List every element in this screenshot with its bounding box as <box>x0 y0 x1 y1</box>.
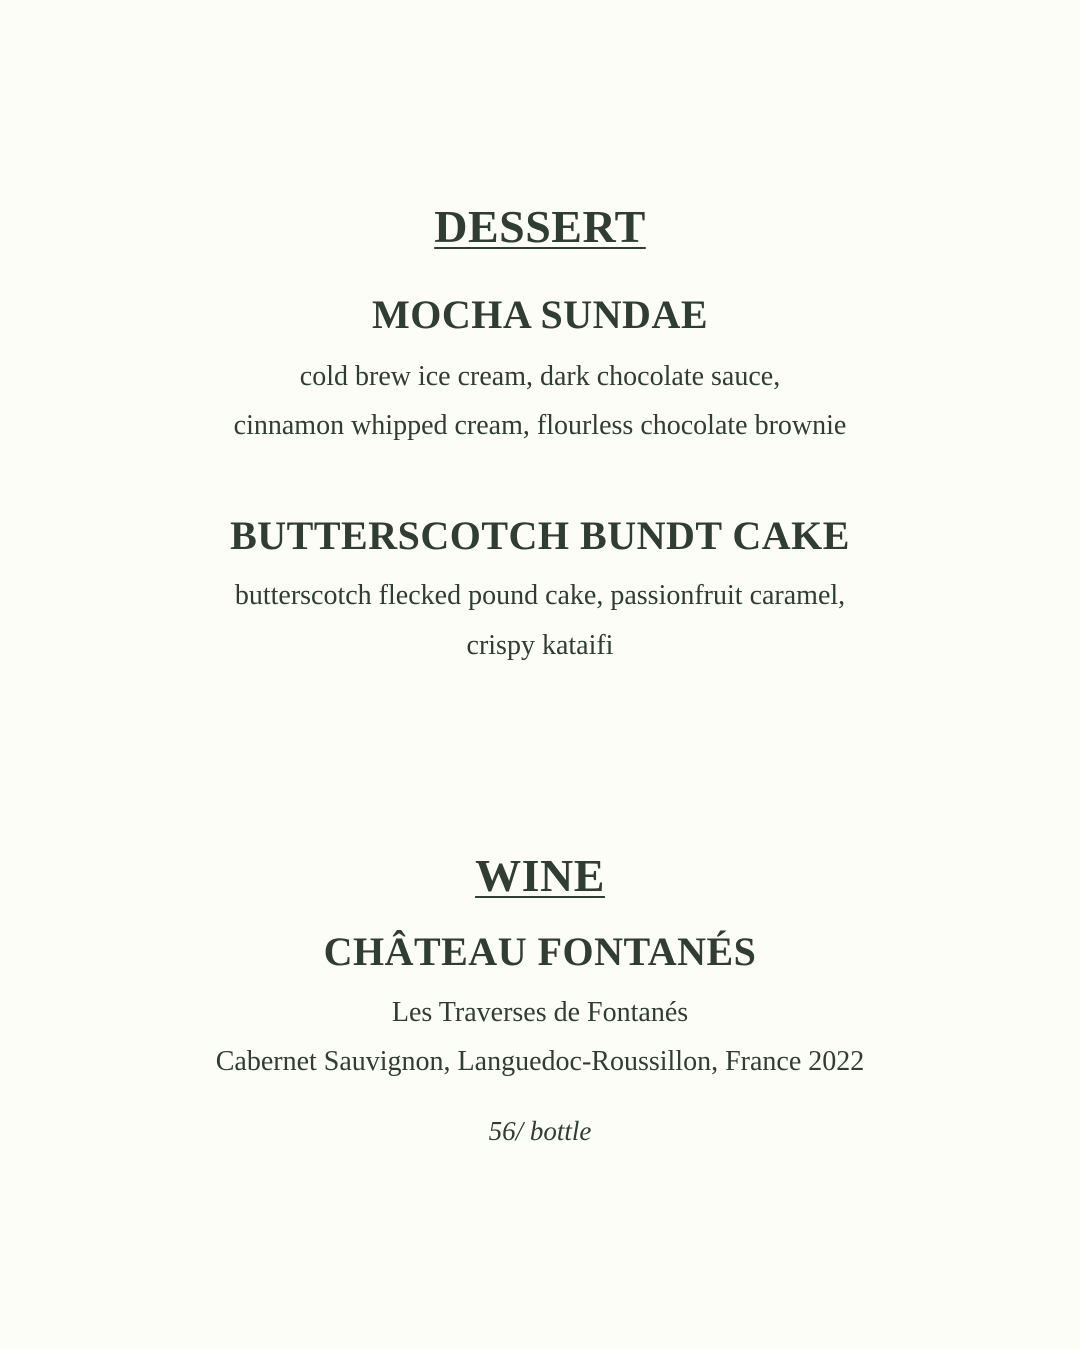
chateau-fontanes-name: CHÂTEAU FONTANÉS <box>323 929 757 974</box>
chateau-fontanes-price: 56/ bottle <box>488 1116 592 1146</box>
butterscotch-bundt-cake-description-line-2: crispy kataifi <box>466 630 614 661</box>
mocha-sundae-name: MOCHA SUNDAE <box>371 292 709 337</box>
mocha-sundae-description-line-2: cinnamon whipped cream, flourless chocolate brownie <box>233 410 847 441</box>
butterscotch-bundt-cake-description-line-1: butterscotch flecked pound cake, passionfruit caramel, <box>234 580 846 611</box>
chateau-fontanes-description-line-1: Les Traverses de Fontanés <box>391 997 689 1028</box>
dessert-section-title: DESSERT <box>434 201 646 252</box>
mocha-sundae-description-line-1: cold brew ice cream, dark chocolate sauce, <box>299 361 781 392</box>
butterscotch-bundt-cake-name: BUTTERSCOTCH BUNDT CAKE <box>230 513 850 558</box>
chateau-fontanes-description-line-2: Cabernet Sauvignon, Languedoc-Roussillon, France 2022 <box>215 1046 865 1077</box>
wine-section-title: WINE <box>475 850 605 901</box>
